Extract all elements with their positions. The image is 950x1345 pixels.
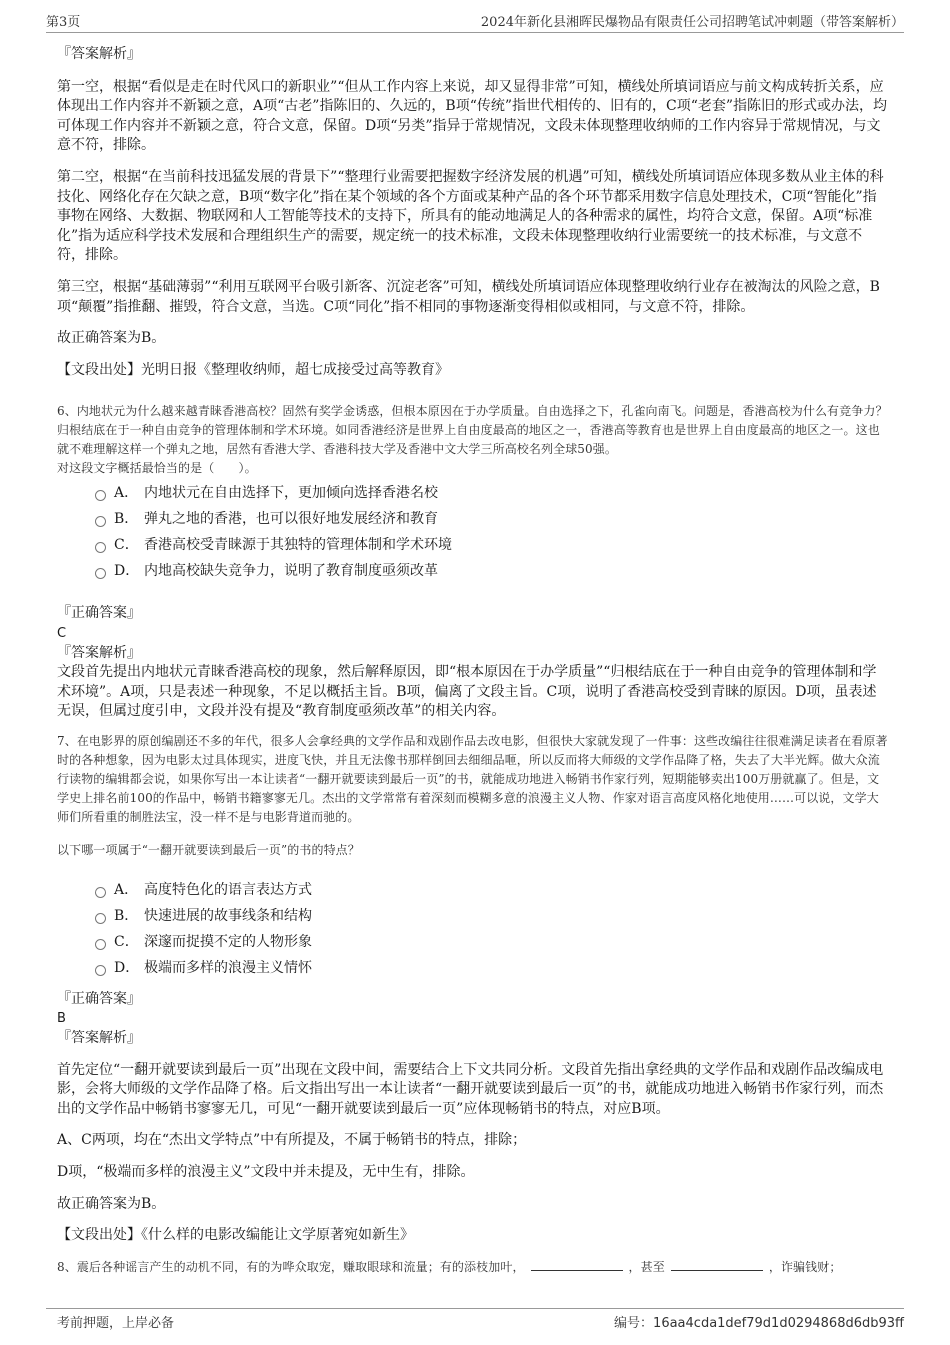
q7-answer-heading: 『正确答案』 [57, 990, 141, 1007]
q5-analysis-paragraph-3: 第三空，根据“基础薄弱”“利用互联网平台吸引新客、沉淀老客”可知，横线处所填词语应体现整理收纳行业存在被淘汰的风险之意，B项“颠覆”指推翻、摧毁，符合文意，当选。C项“同化”指不相同的事物逐渐变得相似或相同，与文意不符，排除。 [57, 278, 880, 315]
document-body [57, 40, 888, 1277]
document-code: 编号：16aa4cda1def79d1d0294868d6db93ff [614, 1316, 904, 1331]
radio-icon[interactable] [95, 939, 106, 950]
q7-option-d[interactable]: D． 极端而多样的浪漫主义情怀 [95, 956, 888, 982]
radio-icon[interactable] [95, 568, 106, 579]
document-title: 2024年新化县湘晖民爆物品有限责任公司招聘笔试冲刺题（带答案解析） [480, 15, 904, 30]
q6-option-c[interactable]: C． 香港高校受青睐源于其独特的管理体制和学术环境 [95, 532, 888, 558]
radio-icon[interactable] [95, 490, 106, 501]
q6-answer-heading: 『正确答案』 [57, 605, 141, 622]
header-divider [46, 32, 904, 33]
q6-option-a[interactable]: A． 内地状元在自由选择下，更加倾向选择香港名校 [95, 480, 888, 506]
radio-icon[interactable] [95, 516, 106, 527]
q7-analysis-heading: 『答案解析』 [57, 1030, 141, 1047]
q6-analysis-heading: 『答案解析』 [57, 644, 141, 661]
page-header [46, 0, 904, 30]
q7-option-b[interactable]: B． 快速进展的故事线条和结构 [95, 904, 888, 930]
q7-analysis-paragraph-2: A、C两项，均在“杰出文学特点”中有所提及，不属于畅销书的特点，排除； [57, 1132, 527, 1149]
q7-ask: 以下哪一项属于“一翻开就要读到最后一页”的书的特点？ [57, 842, 360, 857]
q6-ask: 对这段文字概括最恰当的是（ ）。 [57, 461, 257, 476]
q8-blank-2[interactable] [671, 1258, 763, 1271]
radio-icon[interactable] [95, 542, 106, 553]
q7-answer: B [57, 1011, 66, 1027]
page-footer [57, 1312, 904, 1331]
footer-divider [46, 1308, 904, 1309]
q6-stem: 6、内地状元为什么越来越青睐香港高校？固然有奖学金诱惑，但根本原因在于办学质量。自由选择之下，孔雀向南飞。问题是，香港高校为什么有竞争力？归根结底在于一种自由竞争的管理体制和学术环境。如同香港经济是世界上自由度最高的地区之一，香港高等教育也是世界上自由度最高的地区之一。这也就不难理解这样一个弹丸之地，居然有香港大学、香港科技大学及香港中文大学三所高校名列全球50强。 [57, 404, 888, 457]
q7-analysis-paragraph-3: D项，“极端而多样的浪漫主义”文段中并未提及，无中生有，排除。 [57, 1164, 475, 1181]
q7-source: 【文段出处】《什么样的电影改编能让文学原著宛如新生》 [57, 1227, 414, 1244]
radio-icon[interactable] [95, 965, 106, 976]
q7-option-a[interactable]: A． 高度特色化的语言表达方式 [95, 878, 888, 904]
q5-conclusion: 故正确答案为B。 [57, 330, 166, 347]
q7-conclusion: 故正确答案为B。 [57, 1195, 166, 1212]
q5-analysis-paragraph-2: 第二空，根据“在当前科技迅猛发展的背景下”“整理行业需要把握数字经济发展的机遇”可知，横线处所填词语应体现多数从业主体的科技化、网络化存在欠缺之意，B项“数字化”指在某个领域的各个方面或某种产品的各个环节都采用数字信息处理技术，C项“智能化”指事物在网络、大数据、物联网和人工智能等技术的支持下，所具有的能动地满足人的各种需求的属性，均符合文意，保留。A项“标准化”指为适应科学技术发展和合理组织生产的需要，规定统一的技术标准，文段未体现整理收纳行业需要统一的技术标准，与文意不符，排除。 [57, 168, 884, 264]
q6-options [95, 480, 888, 584]
q6-analysis: 文段首先提出内地状元青睐香港高校的现象，然后解释原因，即“根本原因在于办学质量”“归根结底在于一种自由竞争的管理体制和学术环境”。A项，只是表述一种现象，不足以概括主旨。B项，偏离了文段主旨。C项，说明了香港高校受到青睐的原因。D项，虽表述无误，但属过度引申，文段并没有提及“教育制度亟须改革”的相关内容。 [57, 664, 877, 720]
q7-analysis-paragraph-1: 首先定位“一翻开就要读到最后一页”出现在文段中间，需要结合上下文共同分析。文段首先指出拿经典的文学作品和戏剧作品改编成电影，会将大师级的文学作品降了格。后文指出写出一本让读者“一翻开就要读到最后一页”的书，就能成功地进入畅销书作家行列，而杰出的文学作品中畅销书寥寥无几，可见“一翻开就要读到最后一页”应体现畅销书的特点，对应B项。 [57, 1061, 884, 1117]
q5-analysis-paragraph-1: 第一空，根据“看似是走在时代风口的新职业”“但从工作内容上来说，却又显得非常”可知，横线处所填词语应与前文构成转折关系，应体现出工作内容并不新颖之意，A项“古老”指陈旧的、久远的，B项“传统”指世代相传的、旧有的，C项“老套”指陈旧的形式或办法，均可体现工作内容并不新颖之意，符合文意，保留。D项“另类”指异于常规情况，文段未体现整理收纳师的工作内容异于常规情况，与文意不符，排除。 [57, 78, 888, 154]
radio-icon[interactable] [95, 913, 106, 924]
q8-blank-1[interactable] [531, 1258, 623, 1271]
q7-option-c[interactable]: C． 深邃而捉摸不定的人物形象 [95, 930, 888, 956]
q5-source: 【文段出处】光明日报《整理收纳师，超七成接受过高等教育》 [57, 361, 449, 378]
analysis-heading: 『答案解析』 [57, 46, 141, 62]
q7-stem: 7、在电影界的原创编剧还不多的年代，很多人会拿经典的文学作品和戏剧作品去改电影，但很快大家就发现了一件事：这些改编往往很难满足读者在看原著时的各种想象，因为电影太过具体现实，进度飞快，并且无法像书那样倒回去细细品咂，所以反而将大师级的文学作品降了格，失去了大半光辉。做大众流行读物的编辑都会说，如果你写出一本让读者“一翻开就要读到最后一页”的书，就能成功地进入畅销书作家行列，短期能够卖出100万册就赢了。但是，文学史上排名前100的作品中，畅销书籍寥寥无几。杰出的文学常常有着深刻而模糊多意的浪漫主义人物、作家对语言高度风格化地使用……可以说，文学大师们所看重的制胜法宝，没一样不是与电影背道而驰的。 [57, 733, 888, 824]
footer-slogan: 考前押题，上岸必备 [57, 1316, 175, 1331]
radio-icon[interactable] [95, 887, 106, 898]
q8-stem: 8、震后各种谣言产生的动机不同，有的为哗众取宠，赚取眼球和流量；有的添枝加叶， ，甚至 ，诈骗钱财； [57, 1259, 842, 1274]
q6-option-d[interactable]: D． 内地高校缺失竞争力，说明了教育制度亟须改革 [95, 558, 888, 584]
q6-answer: C [57, 625, 67, 641]
q6-option-b[interactable]: B． 弹丸之地的香港，也可以很好地发展经济和教育 [95, 506, 888, 532]
q7-options [95, 878, 888, 982]
page-number: 第3页 [46, 15, 81, 30]
